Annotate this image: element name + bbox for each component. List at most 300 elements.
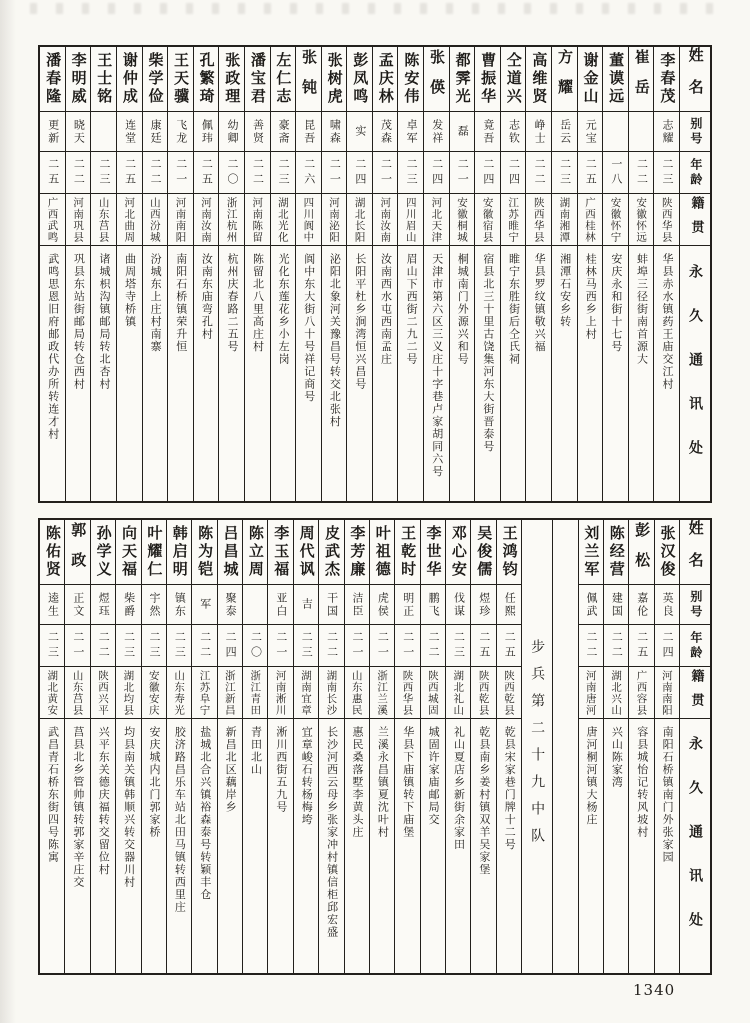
entry-address: 泌阳北象河关豫昌号转交北张村: [328, 253, 342, 428]
entry-alias: 昆吾: [296, 112, 321, 152]
roster-entry-column: [270, 47, 296, 501]
entry-age: 二一: [268, 625, 292, 667]
entry-alias: [603, 112, 628, 152]
unit-label: 步兵第二十九中队: [529, 638, 546, 855]
entry-address: 城固许家庙邮局交: [427, 726, 441, 826]
entry-native-place: 陕西乾县: [471, 667, 495, 719]
entry-age: 二三: [446, 625, 470, 667]
entry-native-place: 江苏睢宁: [501, 194, 526, 246]
header-native: 籍贯: [680, 667, 710, 719]
entry-age: 二二: [421, 625, 445, 667]
entry-alias: 磊: [450, 112, 475, 152]
roster-entry-column: [40, 520, 64, 973]
roster-entry-column: [142, 47, 168, 501]
entry-name: 陈经营: [604, 520, 628, 585]
entry-name: 方耀: [552, 47, 577, 112]
roster-entry-column: [321, 47, 347, 501]
entry-alias: 亚白: [268, 585, 292, 625]
entry-native-place: 四川眉山: [398, 194, 423, 246]
entry-native-place: 江苏阜宁: [192, 667, 216, 719]
entry-age: 二五: [194, 152, 219, 194]
entry-alias: 聚泰: [218, 585, 242, 625]
entry-name: 王乾时: [395, 520, 419, 585]
header-age: 年龄: [680, 625, 710, 667]
entry-address: 陈留北八里高庄村: [251, 253, 265, 353]
entry-alias: 卓军: [398, 112, 423, 152]
entry-alias: 康廷: [143, 112, 168, 152]
entry-address: 惠民桑落墅李黄头庄: [351, 726, 365, 839]
entry-native-place: 湖南湘潭: [552, 194, 577, 246]
entry-name: 张偀: [424, 47, 449, 112]
entry-native-place: 陕西城固: [421, 667, 445, 719]
entry-name: 陈佑贤: [40, 520, 64, 585]
entry-alias: 元宝: [578, 112, 603, 152]
entry-address: 眉山下西街二九二号: [405, 253, 419, 366]
entry-name: 王天骥: [168, 47, 193, 112]
entry-alias: 峥士: [526, 112, 551, 152]
entry-address: 武昌青石桥东街四号陈寓: [46, 726, 60, 864]
entry-alias: 发祥: [424, 112, 449, 152]
roster-entry-column: [449, 47, 475, 501]
roster-entry-column: [578, 520, 603, 973]
roster-entry-column: [372, 47, 398, 501]
entry-native-place: 浙江杭州: [219, 194, 244, 246]
entry-alias: 吉: [294, 585, 318, 625]
roster-entry-column: [193, 47, 219, 501]
entry-address: 唐河桐河镇大杨庄: [585, 726, 599, 826]
entry-age: 二四: [501, 152, 526, 194]
entry-name: 李世华: [421, 520, 445, 585]
entry-address: 兰溪永昌镇夏沈叶村: [376, 726, 390, 839]
entry-name: 谢仲成: [117, 47, 142, 112]
entry-name: 都霁光: [450, 47, 475, 112]
entry-alias: 佩武: [579, 585, 603, 625]
entry-address: 安庆城内北门郭家桥: [148, 726, 162, 839]
entry-alias: [243, 585, 267, 625]
entry-native-place: 安徽怀远: [629, 194, 654, 246]
entry-address: 曲周塔寺桥镇: [123, 253, 137, 328]
entry-name: 董谟远: [603, 47, 628, 112]
entry-age: 二一: [345, 625, 369, 667]
entry-name: 吕昌城: [218, 520, 242, 585]
entry-name: 周代讽: [294, 520, 318, 585]
entry-name: 陈为铠: [192, 520, 216, 585]
entry-native-place: 安徽宿县: [475, 194, 500, 246]
entry-name: 孔繁琦: [194, 47, 219, 112]
entry-name: 张树虎: [322, 47, 347, 112]
entry-name: 向天福: [116, 520, 140, 585]
entry-name: 孟庆林: [373, 47, 398, 112]
entry-address: 华县赤水镇药王庙交江村: [661, 253, 675, 391]
entry-native-place: 四川阆中: [296, 194, 321, 246]
entry-age: 二二: [91, 625, 115, 667]
roster-entry-column: [90, 47, 116, 501]
entry-alias: 啸森: [322, 112, 347, 152]
entry-native-place: 陕西兴平: [91, 667, 115, 719]
entry-name: 孙学义: [91, 520, 115, 585]
entry-alias: 英良: [655, 585, 679, 625]
entry-alias: 军: [192, 585, 216, 625]
roster-entry-column: [267, 520, 292, 973]
entry-native-place: 河南陈留: [245, 194, 270, 246]
entry-native-place: 浙江兰溪: [370, 667, 394, 719]
roster-entry-column: [90, 520, 115, 973]
entry-age: 二四: [655, 625, 679, 667]
entry-native-place: 安徽安庆: [142, 667, 166, 719]
header-age: 年龄: [680, 152, 710, 194]
entry-age: 二五: [578, 152, 603, 194]
entry-alias: 飞龙: [168, 112, 193, 152]
header-native: 籍贯: [680, 194, 710, 246]
roster-entry-column: [166, 520, 191, 973]
entry-age: 二二: [245, 152, 270, 194]
roster-entry-column: [115, 520, 140, 973]
entry-age: 二三: [40, 625, 64, 667]
roster-entry-column: [500, 47, 526, 501]
entry-address: 睢宁东胜街后仝氏祠: [507, 253, 521, 366]
unit-divider-label-column: [521, 520, 552, 973]
roster-table-bottom: [38, 518, 712, 975]
entry-name: 左仁志: [271, 47, 296, 112]
roster-entry-column: [577, 47, 603, 501]
entry-native-place: 河南汝南: [373, 194, 398, 246]
entry-native-place: 河南淅川: [268, 667, 292, 719]
entry-name: 张政理: [219, 47, 244, 112]
entry-address: 天津市第六区三义庄十字巷卢家胡同六号: [430, 253, 444, 478]
entry-native-place: 浙江青田: [243, 667, 267, 719]
entry-native-place: 广西桂林: [578, 194, 603, 246]
entry-age: 二六: [296, 152, 321, 194]
roster-entry-column: [369, 520, 394, 973]
entry-native-place: 河南唐河: [579, 667, 603, 719]
entry-name: 郭政: [65, 520, 89, 585]
entry-age: 二三: [398, 152, 423, 194]
entry-address: 兴平东关德庆福转交留位村: [97, 726, 111, 876]
entry-age: 二二: [629, 152, 654, 194]
entry-address: 蚌埠三径街南首源大: [635, 253, 649, 366]
header-address: 永久通讯处: [687, 736, 704, 956]
entry-age: 二〇: [243, 625, 267, 667]
entry-native-place: 陕西乾县: [497, 667, 521, 719]
entry-native-place: 陕西华县: [526, 194, 551, 246]
entry-native-place: 湖北光化: [271, 194, 296, 246]
roster-entry-column: [346, 47, 372, 501]
entry-age: 二一: [395, 625, 419, 667]
entry-alias: 鹏飞: [421, 585, 445, 625]
roster-entry-column: [242, 520, 267, 973]
entry-name: 李芳廉: [345, 520, 369, 585]
entry-age: 二二: [604, 625, 628, 667]
entry-age: 二四: [424, 152, 449, 194]
entry-address: 胶济路昌乐车站北田马镇转西里庄: [173, 726, 187, 914]
entry-alias: 志耀: [654, 112, 679, 152]
roster-entry-column: [628, 47, 654, 501]
entry-name: 仝道兴: [501, 47, 526, 112]
entry-age: 二五: [471, 625, 495, 667]
entry-native-place: 河北曲周: [117, 194, 142, 246]
roster-entry-column: [217, 520, 242, 973]
entry-alias: 柴爵: [116, 585, 140, 625]
entry-native-place: 山东寿光: [167, 667, 191, 719]
entry-alias: 嘉伦: [629, 585, 653, 625]
entry-name: 吴俊儒: [471, 520, 495, 585]
entry-address: 南阳石桥镇荣升恒: [174, 253, 188, 353]
entry-native-place: 河北天津: [424, 194, 449, 246]
entry-alias: 煜珍: [471, 585, 495, 625]
entry-native-place: 湖南宜章: [294, 667, 318, 719]
roster-entry-column: [293, 520, 318, 973]
entry-address: 宜章峻石转杨梅垮: [300, 726, 314, 826]
entry-age: 二三: [294, 625, 318, 667]
entry-address: 汝南西水屯西南孟庄: [379, 253, 393, 366]
roster-header-column: [679, 520, 710, 973]
header-name: 姓名: [680, 520, 710, 585]
roster-entry-column: [191, 520, 216, 973]
entry-address: 盐城北合兴镇裕森泰号转颖丰仓: [198, 726, 212, 901]
entry-name: 潘宝君: [245, 47, 270, 112]
entry-age: 二四: [347, 152, 372, 194]
entry-alias: 实: [347, 112, 372, 152]
entry-native-place: 浙江新昌: [218, 667, 242, 719]
entry-age: 二一: [370, 625, 394, 667]
entry-address: 桂林马西乡上村: [584, 253, 598, 341]
entry-age: 二三: [167, 625, 191, 667]
entry-native-place: 山东莒县: [91, 194, 116, 246]
entry-age: 二二: [526, 152, 551, 194]
entry-native-place: 山西汾城: [143, 194, 168, 246]
entry-alias: 虎侯: [370, 585, 394, 625]
roster-entry-column: [394, 520, 419, 973]
entry-age: 二二: [143, 152, 168, 194]
entry-address: 宿县北三十里古饶集河东大街晋泰号: [481, 253, 495, 453]
entry-alias: 洁臣: [345, 585, 369, 625]
entry-alias: 佩玮: [194, 112, 219, 152]
entry-name: 李春茂: [654, 47, 679, 112]
roster-entry-column: [628, 520, 653, 973]
header-alias: 别号: [680, 112, 710, 152]
entry-name: 彭凤鸣: [347, 47, 372, 112]
entry-native-place: 河南南阳: [168, 194, 193, 246]
entry-alias: [629, 112, 654, 152]
entry-age: 二二: [579, 625, 603, 667]
entry-age: 二一: [65, 625, 89, 667]
entry-alias: 镇东: [167, 585, 191, 625]
entry-age: 二三: [142, 625, 166, 667]
entry-address: 容县城怡记转风坡村: [635, 726, 649, 839]
entry-alias: 豪斋: [271, 112, 296, 152]
entry-age: 二三: [116, 625, 140, 667]
entry-address: 莒县北乡管帅镇转郭家辛庄交: [71, 726, 85, 889]
entry-address: 诸城枳沟镇邮局转北杏村: [97, 253, 111, 391]
entry-alias: 善贤: [245, 112, 270, 152]
entry-native-place: 安徽桐城: [450, 194, 475, 246]
entry-alias: 竟吾: [475, 112, 500, 152]
entry-address: 长阳平杜乡涧湾恒兴昌号: [353, 253, 367, 391]
entry-alias: 岳云: [552, 112, 577, 152]
roster-entry-column: [344, 520, 369, 973]
entry-age: 二五: [629, 625, 653, 667]
entry-address: 新昌北区藕岸乡: [224, 726, 238, 814]
entry-name: 李明威: [66, 47, 91, 112]
entry-native-place: 湖北均县: [116, 667, 140, 719]
entry-name: 崔岳: [629, 47, 654, 112]
entry-name: 陈安伟: [398, 47, 423, 112]
entry-name: 张钝: [296, 47, 321, 112]
entry-address: 桐城南门外源兴和号: [456, 253, 470, 366]
roster-entry-column: [602, 47, 628, 501]
entry-address: 长沙河西云母乡张家冲村镇信柜邱宏盛: [325, 726, 339, 939]
entry-name: 刘兰军: [579, 520, 603, 585]
entry-name: 叶耀仁: [142, 520, 166, 585]
entry-native-place: 湖北礼山: [446, 667, 470, 719]
entry-name: 彭松: [629, 520, 653, 585]
entry-name: 王士铭: [91, 47, 116, 112]
entry-name: 潘春隆: [40, 47, 65, 112]
entry-address: 安庆永和街十七号: [609, 253, 623, 353]
entry-alias: 幼卿: [219, 112, 244, 152]
roster-entry-column: [64, 520, 89, 973]
page-top-bleedthrough: [30, 3, 720, 14]
roster-entry-column: [397, 47, 423, 501]
entry-native-place: 陕西华县: [654, 194, 679, 246]
entry-age: 二一: [168, 152, 193, 194]
entry-alias: [91, 112, 116, 152]
entry-age: 二三: [552, 152, 577, 194]
roster-entry-column: [141, 520, 166, 973]
entry-address: 汝南东庙弯孔村: [200, 253, 214, 341]
entry-address: 均县南关镇韩顺兴转交器川村: [122, 726, 136, 889]
entry-native-place: 广西容县: [629, 667, 653, 719]
entry-age: 二五: [40, 152, 65, 194]
entry-alias: 逵生: [40, 585, 64, 625]
entry-address: 礼山夏店乡新街余家田: [452, 726, 466, 851]
entry-address: 华县罗纹镇敬兴福: [533, 253, 547, 353]
entry-alias: 连堂: [117, 112, 142, 152]
entry-age: 二一: [373, 152, 398, 194]
entry-age: 二五: [497, 625, 521, 667]
entry-alias: 宇然: [142, 585, 166, 625]
entry-native-place: 河南巩县: [66, 194, 91, 246]
entry-name: 邓心安: [446, 520, 470, 585]
page-number: 1340: [633, 981, 676, 999]
entry-alias: 更新: [40, 112, 65, 152]
entry-address: 湘潭石安乡转: [558, 253, 572, 328]
entry-native-place: 湖北兴山: [604, 667, 628, 719]
roster-entry-column: [525, 47, 551, 501]
entry-alias: 明正: [395, 585, 419, 625]
roster-entry-column: [654, 520, 679, 973]
page-gutter-shadow: [0, 0, 16, 1023]
entry-name: 柴学俭: [143, 47, 168, 112]
entry-alias: 正文: [65, 585, 89, 625]
roster-header-column: [679, 47, 710, 501]
roster-entry-column: [653, 47, 679, 501]
entry-age: 二二: [192, 625, 216, 667]
entry-age: 二四: [475, 152, 500, 194]
roster-entry-column: [496, 520, 521, 973]
entry-native-place: 河南南阳: [655, 667, 679, 719]
entry-name: 张汉俊: [655, 520, 679, 585]
header-alias: 别号: [680, 585, 710, 625]
entry-age: 二二: [66, 152, 91, 194]
roster-entry-column: [423, 47, 449, 501]
roster-entry-column: [445, 520, 470, 973]
entry-address: 青田北山: [249, 726, 263, 776]
entry-name: 韩启明: [167, 520, 191, 585]
roster-table-top: [38, 45, 712, 503]
entry-age: 二一: [322, 152, 347, 194]
entry-address: 乾县南乡姜村镇双羊吴家堡: [477, 726, 491, 876]
entry-native-place: 陕西华县: [395, 667, 419, 719]
entry-address: 武鸣思恩旧府邮政代办所转连才村: [46, 253, 60, 441]
entry-name: 皮武杰: [319, 520, 343, 585]
entry-alias: 晓天: [66, 112, 91, 152]
entry-name: 陈立周: [243, 520, 267, 585]
entry-alias: 志钦: [501, 112, 526, 152]
entry-address: 阆中东大街八十号祥记商号: [302, 253, 316, 403]
entry-native-place: 安徽怀宁: [603, 194, 628, 246]
entry-alias: 茂森: [373, 112, 398, 152]
header-address: 永久通讯处: [687, 263, 704, 484]
entry-address: 兴山陈家湾: [610, 726, 624, 789]
entry-alias: 干国: [319, 585, 343, 625]
entry-name: 李玉福: [268, 520, 292, 585]
entry-age: 二五: [117, 152, 142, 194]
entry-native-place: 湖南长沙: [319, 667, 343, 719]
unit-divider-blank-column: [552, 520, 577, 973]
roster-entry-column: [116, 47, 142, 501]
roster-entry-column: [244, 47, 270, 501]
entry-native-place: 河南泌阳: [322, 194, 347, 246]
entry-address: 光化东莲花乡小左岗: [277, 253, 291, 366]
entry-alias: 任熙: [497, 585, 521, 625]
entry-name: 高维贤: [526, 47, 551, 112]
entry-address: 乾县宋家巷门牌十二号: [503, 726, 517, 851]
roster-entry-column: [420, 520, 445, 973]
roster-entry-column: [318, 520, 343, 973]
entry-address: 汾城东上庄村南寨: [149, 253, 163, 353]
roster-entry-column: [167, 47, 193, 501]
entry-address: 杭州庆春路二五号: [225, 253, 239, 353]
roster-entry-column: [40, 47, 65, 501]
entry-age: 二三: [654, 152, 679, 194]
entry-native-place: 广西武鸣: [40, 194, 65, 246]
entry-name: 曹振华: [475, 47, 500, 112]
entry-name: 谢金山: [578, 47, 603, 112]
entry-alias: 伐谋: [446, 585, 470, 625]
entry-age: 二四: [218, 625, 242, 667]
roster-entry-column: [470, 520, 495, 973]
entry-native-place: 湖北长阳: [347, 194, 372, 246]
entry-age: 一八: [603, 152, 628, 194]
entry-address: 巩县东站街邮局转仓西村: [72, 253, 86, 391]
entry-name: 王鸿钧: [497, 520, 521, 585]
entry-age: 二三: [91, 152, 116, 194]
roster-entry-column: [295, 47, 321, 501]
entry-address: 淅川西街五九号: [274, 726, 288, 814]
roster-entry-column: [603, 520, 628, 973]
entry-native-place: 山东莒县: [65, 667, 89, 719]
entry-native-place: 湖北黄安: [40, 667, 64, 719]
entry-age: 二〇: [219, 152, 244, 194]
header-name: 姓名: [680, 47, 710, 112]
entry-age: 二二: [319, 625, 343, 667]
entry-name: 叶祖德: [370, 520, 394, 585]
entry-age: 二三: [271, 152, 296, 194]
roster-entry-column: [218, 47, 244, 501]
entry-age: 二一: [450, 152, 475, 194]
roster-entry-column: [551, 47, 577, 501]
